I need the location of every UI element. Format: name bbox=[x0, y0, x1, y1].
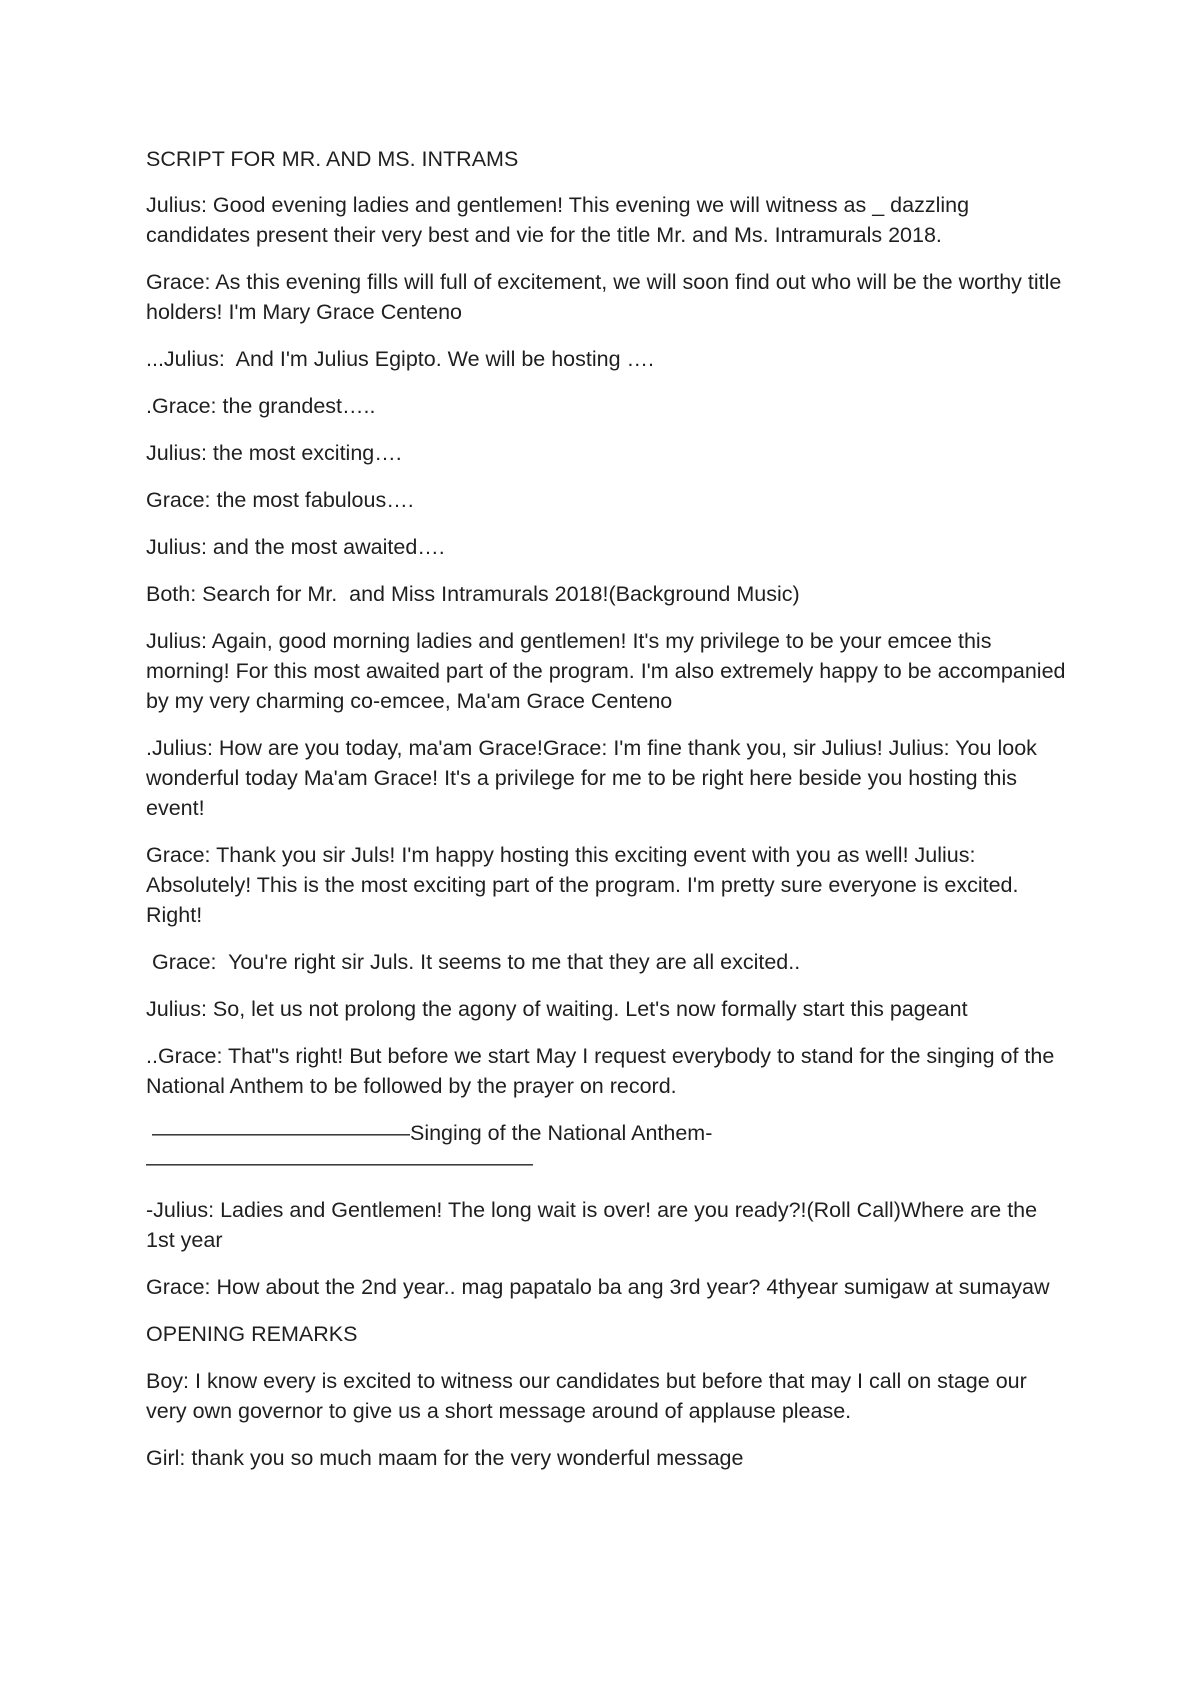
script-line: .Grace: the grandest….. bbox=[146, 394, 376, 418]
script-line: -Julius: Ladies and Gentlemen! The long wait is over! are you ready?!(Roll Call)Where are the 1st year bbox=[146, 1198, 1044, 1252]
script-line: Grace: Thank you sir Juls! I'm happy hosting this exciting event with you as well! Julius: Absolutely! This is the most exciting part of the program. I'm pretty sure everyone is excited. Right! bbox=[146, 843, 1025, 927]
script-line: Boy: I know every is excited to witness our candidates but before that may I call on stage our very own governor to give us a short message around of applause please. bbox=[146, 1369, 1033, 1423]
script-line: Julius: Good evening ladies and gentlemen! This evening we will witness as _ dazzling candidates present their very best and vie for the title Mr. and Ms. Intramurals 2018. bbox=[146, 193, 976, 247]
script-line: Both: Search for Mr. and Miss Intramurals 2018!(Background Music) bbox=[146, 582, 800, 606]
script-line: Grace: the most fabulous…. bbox=[146, 488, 414, 512]
script-line: Julius: So, let us not prolong the agony of waiting. Let's now formally start this pageant bbox=[146, 997, 968, 1021]
section-heading: OPENING REMARKS bbox=[146, 1322, 358, 1346]
document-title: SCRIPT FOR MR. AND MS. INTRAMS bbox=[146, 147, 519, 171]
script-line: Julius: and the most awaited…. bbox=[146, 535, 445, 559]
script-line: ..Grace: That"s right! But before we start May I request everybody to stand for the singing of the National Anthem to be followed by the prayer on record. bbox=[146, 1044, 1061, 1098]
script-line: Grace: As this evening fills will full of excitement, we will soon find out who will be the worthy title holders! I'm Mary Grace Centeno bbox=[146, 270, 1068, 324]
document-page bbox=[146, 144, 1072, 1490]
script-line: Julius: Again, good morning ladies and gentlemen! It's my privilege to be your emcee this morning! For this most awaited part of the program. I'm also extremely happy to be accompanied by my very charming co-emcee, Ma'am Grace Centeno bbox=[146, 629, 1072, 713]
script-line: Julius: the most exciting…. bbox=[146, 441, 402, 465]
script-line: Grace: You're right sir Juls. It seems to me that they are all excited.. bbox=[146, 950, 801, 974]
script-line: .Julius: How are you today, ma'am Grace!Grace: I'm fine thank you, sir Julius! Julius: You look wonderful today Ma'am Grace! It's a privilege for me to be right here beside you hosting this event! bbox=[146, 736, 1043, 820]
script-line: ...Julius: And I'm Julius Egipto. We will be hosting …. bbox=[146, 347, 654, 371]
section-divider: ————————————Singing of the National Anthem-—————————————————— bbox=[146, 1121, 713, 1175]
script-line: Girl: thank you so much maam for the very wonderful message bbox=[146, 1446, 744, 1470]
script-line: Grace: How about the 2nd year.. mag papatalo ba ang 3rd year? 4thyear sumigaw at sumayaw bbox=[146, 1275, 1050, 1299]
